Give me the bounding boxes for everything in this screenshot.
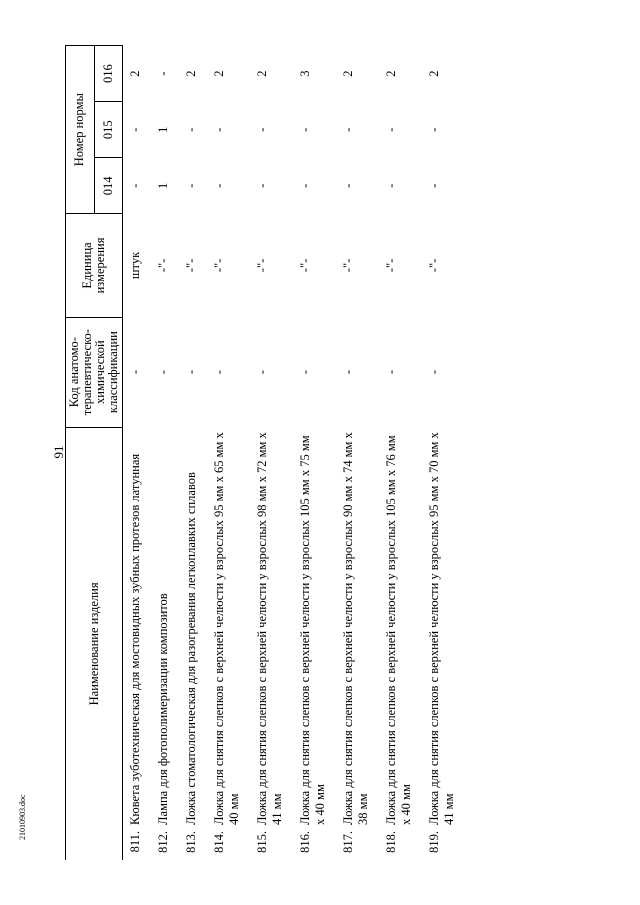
- item-name: Ложка для снятия слепков с верхней челюсти у взрослых 95 мм х 65 мм х 40 мм: [212, 432, 241, 825]
- item-number: 813.: [184, 830, 198, 853]
- unit: -"-: [427, 258, 441, 273]
- atc-code: -: [384, 370, 398, 375]
- header-norm-016: 016: [94, 46, 123, 102]
- norm-014-qty: 1: [156, 182, 170, 189]
- table-row: [250, 46, 293, 861]
- norm-014-qty: -: [427, 183, 441, 188]
- page-number: 91: [51, 445, 66, 459]
- norm-015-qty: -: [427, 127, 441, 132]
- unit: -"-: [341, 258, 355, 273]
- item-number: 812.: [156, 830, 170, 853]
- unit: -"-: [255, 258, 269, 273]
- norm-016-qty: 2: [384, 70, 398, 77]
- norm-015-qty: -: [128, 127, 142, 132]
- table-row: [179, 46, 207, 861]
- item-name: Ложка для снятия слепков с верхней челюсти у взрослых 105 мм х 75 мм х 40 мм: [298, 435, 327, 825]
- atc-code: -: [341, 370, 355, 375]
- table-row: [379, 46, 422, 861]
- atc-code: -: [212, 370, 226, 375]
- atc-code: -: [427, 370, 441, 375]
- table-row: [336, 46, 379, 861]
- norm-015-qty: -: [298, 127, 312, 132]
- table-row: [293, 46, 336, 861]
- norms-table: [65, 45, 465, 860]
- norm-014-qty: -: [128, 183, 142, 188]
- table-row: [151, 46, 179, 861]
- header-norm-014: 014: [94, 158, 123, 214]
- unit: штук: [128, 251, 142, 280]
- unit: -"-: [184, 258, 198, 273]
- atc-code: -: [184, 370, 198, 375]
- table-row: [123, 46, 152, 861]
- norm-016-qty: 2: [255, 70, 269, 77]
- norm-015-qty: -: [384, 127, 398, 132]
- norm-016-qty: 2: [427, 70, 441, 77]
- unit: -"-: [298, 258, 312, 273]
- item-number: 818.: [384, 830, 398, 853]
- norm-016-qty: 2: [184, 70, 198, 77]
- norm-016-qty: 2: [341, 70, 355, 77]
- item-name: Ложка для снятия слепков с верхней челюсти у взрослых 90 мм х 74 мм х 38 мм: [341, 432, 370, 825]
- unit: -"-: [384, 258, 398, 273]
- unit: -"-: [212, 258, 226, 273]
- norm-016-qty: 3: [298, 70, 312, 77]
- header-norm-015: 015: [94, 102, 123, 158]
- item-number: 814.: [212, 830, 226, 853]
- item-name: Ложка для снятия слепков с верхней челюсти у взрослых 95 мм х 70 мм х 41 мм: [427, 432, 456, 825]
- norm-014-qty: -: [255, 183, 269, 188]
- norm-014-qty: -: [341, 183, 355, 188]
- norm-015-qty: 1: [156, 126, 170, 133]
- unit: -"-: [156, 258, 170, 273]
- atc-code: -: [128, 370, 142, 375]
- atc-code: -: [255, 370, 269, 375]
- item-name: Ложка для снятия слепков с верхней челюсти у взрослых 105 мм х 76 мм х 40 мм: [384, 435, 413, 825]
- norm-016-qty: 2: [128, 70, 142, 77]
- header-item-name: Наименование изделия: [66, 427, 123, 860]
- norm-016-qty: -: [156, 71, 170, 76]
- atc-code: -: [298, 370, 312, 375]
- norm-015-qty: -: [341, 127, 355, 132]
- header-atc-code: Код анатомо-терапевтическо-химической классификации: [66, 317, 123, 427]
- document-filename: 21010903.doc: [18, 794, 27, 840]
- norm-015-qty: -: [184, 127, 198, 132]
- table-row: [207, 46, 250, 861]
- item-number: 815.: [255, 830, 269, 853]
- item-number: 816.: [298, 830, 312, 853]
- item-name: Ложка стоматологическая для разогревания легкоплавких сплавов: [184, 472, 198, 825]
- item-number: 811.: [128, 830, 142, 853]
- norm-015-qty: -: [255, 127, 269, 132]
- norm-015-qty: -: [212, 127, 226, 132]
- header-norm-number: Номер нормы: [66, 46, 95, 214]
- norm-014-qty: -: [184, 183, 198, 188]
- header-unit: Единица измерения: [66, 214, 123, 317]
- atc-code: -: [156, 370, 170, 375]
- item-name: Ложка для снятия слепков с верхней челюсти у взрослых 98 мм х 72 мм х 41 мм: [255, 432, 284, 825]
- table-row: [422, 46, 465, 861]
- item-name: Кювета зуботехническая для мостовидных зубных протезов латунная: [128, 453, 142, 825]
- item-name: Лампа для фотополимеризации композитов: [156, 593, 170, 825]
- item-number: 819.: [427, 830, 441, 853]
- norm-014-qty: -: [298, 183, 312, 188]
- norms-table-container: [65, 45, 545, 860]
- norm-014-qty: -: [384, 183, 398, 188]
- norm-016-qty: 2: [212, 70, 226, 77]
- norm-014-qty: -: [212, 183, 226, 188]
- item-number: 817.: [341, 830, 355, 853]
